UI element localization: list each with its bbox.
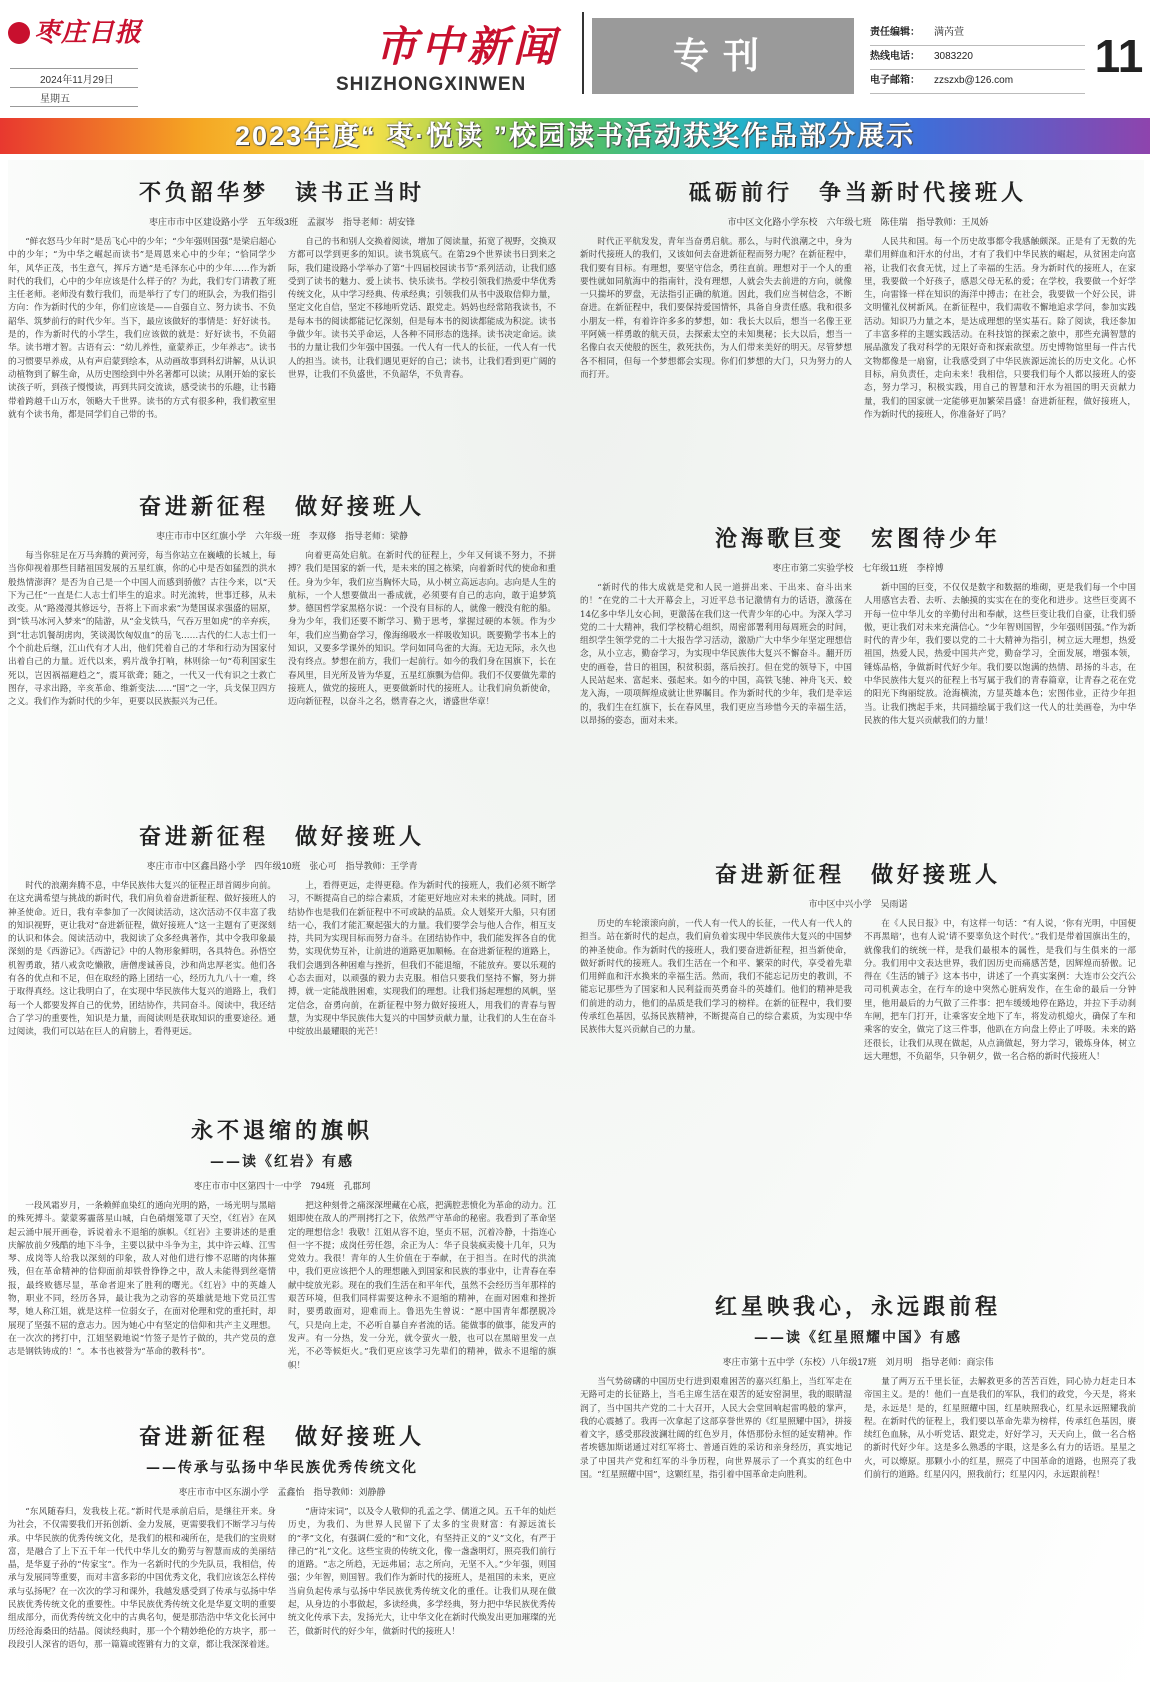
dateline [10, 68, 138, 107]
article-text-col2 [288, 1506, 556, 1685]
article-body [8, 880, 556, 1095]
article-paragraph: 量了两万五千里长征，去解救更多的苦苦百姓，同心协力赶走日本帝国主义。是的！他们一直是我们的军队，我们的政党，今天是，将来是，永远是！是的，红星照耀中国，红星映照我心，红星永远照耀我前程。在新时代的征程上，我们要以革命先辈为榜样，传承红色基因，赓续红色血脉，从小听党话、跟党走，好好学习，天天向上，做一名合格的新时代好少年。这是多么熟悉的字眼，这是多么有力的话语。星星之火，可以燎原。那颗小小的红星，照亮了中国革命的道路，也照亮了我们前行的道路。红星闪闪，照我前行；红星闪闪，永远跟前程！ [864, 1377, 1136, 1481]
article-paragraph: 每当你驻足在万马奔腾的黄河旁，每当你站立在巍峨的长城上，每当你仰视着那些目睹祖国发展的五星红旗，你的心中是否如猛烈的洪水般热情澎湃？是否为自己是一个中国人而感到骄傲？古往今来，以“天下为己任”一直是仁人志士们毕生的追求。时光流转，世事迁移，从未改变。从“路漫漫其修远兮，吾将上下而求索”为楚国谋求强盛的屈原，到“铁马冰河入梦来”的陆游，从“金戈铁马，气吞万里如虎”的辛弃疾，到“壮志饥餐胡虏肉，笑谈渴饮匈奴血”的岳飞……古代的仁人志士们一个个前赴后继，江山代有才人出，他们凭着自己的才华和行动为国家付出着自己的力量。近代以来，鸦片战争打响，林则徐一句“苟利国家生死以，岂因祸福避趋之”，震耳欲聋；随之，一代又一代有识之士救亡图存，寻求出路，辛亥革命、维新变法……“国”之一字，兵戈保卫四方之义。我们作为新时代的少年，更要以民族振兴为己任。 [8, 551, 276, 708]
article-text-col1 [580, 582, 852, 832]
article-byline: 枣庄市市中区鑫昌路小学 四年级10班 张心可 指导教师：王学青 [146, 861, 418, 871]
article-paragraph: 向着更高处启航。在新时代的征程上，少年又何谈不努力，不拼搏？我们是国家的新一代，是未来的国之栋梁，向着新时代的使命和重任。身为少年，我们应当胸怀大局，从小树立高远志向。志向是人生的航标，一个人想要做出一番成就，必须要有自己的志向，敢于追梦筑梦。德国哲学家黑格尔说：一个没有目标的人，就像一艘没有舵的船。身为少年，我们还要不断学习、勤于思考，掌握过硬的本领。作为少年，我们应当勤奋学习，像海绵吸水一样吸收知识。既要勤学书本上的知识，又要多学课外的知识。学问如同鸟雀的大海。无边无际，永久也没有终点。梦想在前方，我们一起前行。如今的我们身在国旗下，长在春风里，目光所及皆为华夏，五星红旗飘为信仰。我们不仅要做先辈的接班人，做党的接班人，更要做新时代的接班人。让我们肩负新使命，迈向新征程，以奋斗之名，燃青春之火，谱盛世华章！ [288, 551, 556, 708]
article-text-col1 [8, 880, 276, 1095]
article-text-col2 [864, 918, 1136, 1288]
article-paragraph: 把这种刻骨之痛深深埋藏在心底，把满腔悲愤化为革命的动力。江姐即使在敌人的严刑拷打之下，依然严守革命的秘密。我看到了革命坚定的理想信念！我敬！江姐从容不迫，坚贞不屈，沉着冷静，十指连心但一字不提；成岗任劳任怨，余正为人：华子良装疯卖傻十几年，只为党效力。我很！青年的人生价值在于奉献，在于担当。在时代的洪流中，我们更应该把个人的理想融入到国家和民族的事业中，让青春在奉献中绽放光彩。现在的我们生活在和平年代，虽然不会经历当年那样的艰苦环境，但我们同样需要这种永不退缩的精神，在面对困难和挫折时，要勇敢面对，迎难而上。鲁迅先生曾说：“愿中国青年都摆脱冷气，只是向上走，不必听自暴自弃者流的话。能做事的做事，能发声的发声。有一分热，发一分光，就令萤火一般，也可以在黑暗里发一点光，不必等候炬火。”我们更应该学习先辈们的精神，做永不退缩的旗帜！ [288, 1201, 556, 1371]
email-label: 电子邮箱： [870, 75, 920, 86]
article-paragraph: 上，看得更远，走得更稳。作为新时代的接班人，我们必须不断学习，不断提高自己的综合素质，才能更好地应对未来的挑战。同时，团结协作也是我们在新征程中不可或缺的品质。众人划桨开大船，只有团结一心，我们才能汇聚起强大的力量。我们要学会与他人合作，相互支持，共同为实现目标而努力奋斗。在团结协作中，我们能发挥各自的优势，实现优势互补，让前进的道路更加顺畅。在奋进新征程的道路上，我们会遇到各种困难与挫折，但我们不能退缩，不能放弃。要以乐观的心态去面对，以顽强的毅力去克服。相信只要我们坚持不懈，努力拼搏，就一定能战胜困难，实现我们的理想。让我们扬起理想的风帆，坚定信念，奋勇向前，在新征程中努力做好接班人，用我们的青春与智慧，为实现中华民族伟大复兴的中国梦贡献力量，让我们的人生在奋斗中绽放出最耀眼的光芒！ [288, 881, 556, 1038]
article-body [8, 1200, 556, 1412]
paper-body [8, 160, 1144, 1682]
hotline-label: 热线电话： [870, 51, 920, 62]
article-body [580, 582, 1136, 832]
publish-weekday: 星期五 [10, 87, 138, 107]
article-paragraph: “东风随春归，发我枝上花。”新时代是承前启后，是继往开来。身为社会，不仅需要我们开拓创新、金力发展，更需要我们不断学习与传承。中华民族的优秀传统文化，是我们的根和魂所在，是我们的宝贵财富，是融合了上下五千年一代代中华儿女的勤劳与智慧而成的美丽结晶，是华夏子孙的“传家宝”。作为一名新时代的少先队员，我相信，传承与发展同等重要，而对丰富多彩的中国优秀文化，我们应该怎么样传承与弘扬呢？在一次次的学习和课外，我越发感受到了传承与弘扬中华民族优秀传统文化的重要性。中华民族优秀传统文化是华夏文明的重要组成部分，而优秀传统文化中的古典名句，便是那浩浩中华文化长河中历经沧海桑田的结晶。阅读经典时，那一个个精妙绝伦的方块字，那一段段引人深省的语句，那一篇篇或铿锵有力的文章，都让我深深着迷。 [8, 1507, 276, 1650]
article-text-col2 [288, 880, 556, 1095]
article-byline: 枣庄市第二实验学校 七年级11班 李梓博 [772, 563, 944, 573]
article-title: 永不退缩的旗帜 [190, 1118, 373, 1144]
banner-title: 2023年度“ 枣·悦读 ”校园读书活动获奖作品部分展示 [234, 121, 916, 151]
article-paragraph: 时代正平航发发，青年当奋勇启航。那么，与时代浪潮之中，身为新时代接班人的我们，又该如何去奋进新征程而努力呢？在新征程中，我们要有目标。有理想，要坚守信念，勇往直前。理想对于一个人的重要性就如同航海中的指南针，没有理想，人就会失去前进的方向，就像一只揣坏的罗盘，无法指引正确的航道。因此，我们应当树信念，不断奋进。在新征程中，我们要保持爱国情怀，具备自身责任感。我和很多小朋友一样，有着许许多多的梦想，如：我长大以后，想当一名像王亚平阿姨一样勇敢的航天员，去探索太空的未知奥秘；长大以后，想当一名像白衣天使般的医生，救死扶伤，为人们带来美好的明天。尽管梦想各不相同，但每一个梦想都会实现。你们们梦想的大门，只为努力的人而打开。 [580, 237, 852, 380]
article-title: 奋进新征程 做好接班人 [138, 1424, 425, 1450]
article-byline: 枣庄市市中区建设路小学 五年级3班 孟淑岑 指导老师：胡安锋 [148, 217, 415, 227]
article-text-col1 [8, 550, 276, 798]
article-text-col1 [8, 1506, 276, 1685]
article-subtitle: ——读《红岩》有感 [210, 1154, 354, 1170]
article-byline: 市中区文化路小学东校 六年级七班 陈佳瑞 指导教师：王凤娇 [727, 217, 989, 227]
feature-banner [0, 118, 1150, 154]
article-text-col2 [864, 582, 1136, 832]
column-pinyin: SHIZHONGXINWEN [336, 74, 527, 95]
article-paragraph: 新中国的巨变，不仅仅是数字和数据的堆砌，更是我们每一个中国人用感官去看、去听、去触摸的实实在在的变化和进步。这些巨变离不开每一位中华儿女的辛勤付出和奉献，这些巨变让我们自豪，让我们骄傲，更让我们对未来充满信心。“少年智则国智，少年强则国强。”作为新时代的青少年，我们要以党的二十大精神为指引，树立远大理想，热爱祖国，热爱人民，热爱中国共产党，勤奋学习，全面发展，增强本领，锤炼品格，争做新时代好少年。我们要以饱满的热情、昂扬的斗志，在中华民族伟大复兴的征程上书写属于我们的青春篇章，让青春之花在党的阳光下绚丽绽放。沧海横流，方显英雄本色；宏图伟业，正待少年担当。让我们携起手来，共同描绘属于我们这一代人的壮美画卷，为中华民族的伟大复兴贡献我们的力量！ [864, 583, 1136, 726]
article-byline: 枣庄市市中区东湖小学 孟鑫怡 指导教师：刘静静 [178, 1487, 386, 1497]
article-paragraph: 自己的书和别人交换着阅读，增加了阅读量，拓宽了视野，交换双方都可以学到更多的知识。读书筑底气。在第29个世界读书日到来之际，我们建设路小学举办了第“十四届校园读书节”系列活动，让我们感受到了读书的魅力、爱上读书、快乐读书。学校引领我们热爱中华优秀传统文化，从中学习经典、传承经典；引领我们从书中汲取信仰力量，坚定文化自信，坚定不移地听党话、跟党走。妈妈也经常陪我读书，不是每本书的阅读都能记忆深刻，但是每本书的阅读都能成为积淀。读书争做少年。读书关乎命运，人各种不同形态的选择。读书决定命运。读书的力量让我们少年强中国强。一代人有一代人的长征，一代人有一代人的担当。读书，让我们遇见更好的自己；读书，让我们看到更广阔的世界，让我们不负盛世，不负韶华，不负青春。 [288, 237, 556, 380]
article-text-col2 [864, 1376, 1136, 1676]
article-text-col2 [288, 1200, 556, 1412]
hotline-value: 3083220 [934, 51, 973, 62]
article-paragraph: 人民共和国。每一个历史故事都令我感触颇深。正是有了无数的先辈们用鲜血和汗水的付出，才有了我们中华民族的崛起，从贫困走向富裕，让我们衣食无忧，过上了幸福的生活。身为新时代的接班人，在家里，我要做一个好孩子，感恩父母无私的爱；在学校，我要做一个好学生，向雷锋一样在知识的海洋中搏击；在社会，我要做一个好公民，讲文明懂礼仪树新风。在新征程中，我们需收不懈地追求学问，参加实践活动。知识乃力量之本，是达成理想的坚实基石。除了阅读，我还参加了丰富多样的主题实践活动。在科技馆的探索之旅中，那些充满智慧的展品激发了我对科学的无限好奇和探索欲望。历史博物馆里每一件古代文物都像是一扇窗，让我感受到了中华民族源远流长的历史文化。心怀目标，肩负责任，走向未来！我相信，只要我们每个人都以接班人的姿态，努力学习，积极实践，用自己的智慧和汗水为祖国的明天贡献力量，我们的国家就一定能够更加繁荣昌盛！奋进新征程，做好接班人，作为新时代的接班人，你准备好了吗？ [864, 237, 1136, 420]
article-body [580, 236, 1136, 508]
article-title: 不负韶华梦 读书正当时 [138, 180, 425, 206]
newspaper-logo [8, 12, 142, 49]
logo-text: 枣庄日报 [34, 18, 143, 48]
article-text-col1 [8, 236, 276, 464]
article-title: 奋进新征程 做好接班人 [138, 824, 425, 850]
editor-row [870, 22, 1085, 46]
header-divider [582, 12, 584, 94]
email-value[interactable]: zzszxb@126.com [934, 75, 1014, 86]
article-1 [8, 176, 556, 464]
logo-emblem-icon [8, 22, 30, 44]
article-text-col1 [580, 1376, 852, 1676]
article-text-col1 [580, 918, 852, 1288]
article-text-col2 [288, 236, 556, 464]
article-byline: 枣庄市第十五中学（东校）八年级17班 刘月明 指导老师：商宗伟 [722, 1357, 994, 1367]
article-byline: 枣庄市市中区红旗小学 六年级一班 李双修 指导老师：梁静 [155, 531, 408, 541]
article-byline: 市中区中兴小学 吴雨诺 [808, 899, 908, 909]
article-body [8, 236, 556, 464]
article-title: 沧海歌巨变 宏图待少年 [714, 526, 1001, 552]
article-paragraph: “新时代的伟大成就是党和人民一道拼出来、干出来、奋斗出来的！”在党的二十大开幕会上，习近平总书记激情有力的话语，激荡在14亿多中华儿女心间，更激荡在我们这一代青少年的心中。为深入学习党的二十大精神，我们学校精心组织，周密部署利用每周班会的时间，组织学生领学党的二十大报告学习活动，激励广大中华少年坚定理想信念，从小立志，勤奋学习，为实现中华民族伟大复兴不懈奋斗。翻开历史的画卷，昔日的祖国，积贫积弱，落后挨打。但在党的领导下，中国人民站起来、富起来、强起来。如今的中国，高铁飞驰、神舟飞天、蛟龙入海，一项项辉煌成就让世界瞩目。作为新时代的少年，我们是幸运的，我们生在红旗下，长在春风里，我们更应当珍惜今天的幸福生活，以昂扬的姿态，面对未来。 [580, 583, 852, 726]
page-number: 11 [1094, 30, 1144, 82]
article-title: 砥砺前行 争当新时代接班人 [688, 180, 1027, 206]
article-text-col1 [580, 236, 852, 508]
article-6 [580, 176, 1136, 506]
article-paragraph: “鲜衣怒马少年时”是岳飞心中的少年；“少年强则国强”是梁启超心中的少年；“为中华之崛起而读书”是周恩来心中的少年；“恰同学少年，风华正茂，书生意气，挥斥方遒”是毛泽东心中的少年……作为新时代的我们，心中的少年应该是什么样子的？为此，我们专门请教了班主任老师。老师没有数行我们，而是举行了专门的班队会，为我们指引方向：作为新时代的少年，你们应该是——自强自立、努力读书、不负韶华、筑梦前行的时代少年。当下，最应该做好的事情是：好好读书。是的，作为新时代的小学生，我们应该做的就是：好好读书，不负韶华。读书增才智。古语有云：“幼儿养性，童蒙养正，少年养志”。读书的习惯要早养成，从有声启蒙到绘本，从动画故事到科幻讲解，从认识动植物到了解生命，从历史图绘到中外名著都可以读；从刚开始的家长读孩子听，到孩子慢慢读，再到共同交流读，感受读书的乐趣，让书籍带着跨越千山万水，领略大千世界。读书的方式有很多种，我们教室里就有个读书角，都是同学们自己带的书。 [8, 237, 276, 420]
article-5 [8, 1420, 556, 1678]
article-paragraph: 历史的车轮滚滚向前，一代人有一代人的长征，一代人有一代人的担当。站在新时代的起点，我们肩负着实现中华民族伟大复兴的中国梦的神圣使命。作为新时代的接班人，我们要奋进新征程，担当新使命，做好新时代的接班人。我们生活在一个和平、繁荣的时代，享受着先辈们用鲜血和汗水换来的幸福生活。然而，我们不能忘记历史的教训，不能忘记那些为了国家和人民利益而英勇奋斗的英雄们。他们的精神是我们前进的动力，他们的品质是我们学习的榜样。在新的征程中，我们要传承红色基因，弘扬民族精神，不断提高自己的综合素质，为实现中华民族伟大复兴贡献自己的力量。 [580, 919, 852, 1036]
editor-label: 责任编辑： [870, 27, 920, 38]
email-row [870, 70, 1085, 94]
article-body [580, 1376, 1136, 1676]
article-subtitle: ——传承与弘扬中华民族优秀传统文化 [146, 1460, 418, 1476]
article-title: 奋进新征程 做好接班人 [138, 494, 425, 520]
article-8 [580, 858, 1136, 1278]
article-paragraph: 一段风霜岁月，一条赖鲜血染红的通向光明的路，一场光明与黑暗的殊死搏斗。蒙蒙雾霾落星山城，白色硝烟笼罩了天空，《红岩》在风起云涌中展开画卷，诉说着永不退缩的旗帜。《红岩》主要讲述的是重庆解放前夕残酷的地下斗争，主要以狱中斗争为主，其中许云峰、江雪琴、成岗等人给我以深刻的印象，敌人对他们进行惨不忍睹的肉体摧残，但在革命精神的信仰面前却铁骨铮铮之中，敌人未能得到丝毫情报，最终败德尽显，革命者迎来了胜利的曙光。《红岩》中的英雄人物，职业不同，经历各异，最让我为之动容的英雄就是地下党员江雪琴，她人称江姐，就是这样一位弱女子，在面对伦理和党的重托时，却展现了坚强不屈的意志力。因为她心中有坚定的信仰和共产主义理想。在一次次的拷打中，江姐坚毅地说“竹签子是竹子做的，共产党员的意志是钢铁铸成的！”。本书也被誉为“革命的教科书”。 [8, 1201, 276, 1358]
article-text-col1 [8, 1200, 276, 1412]
article-body [8, 1506, 556, 1685]
hotline-row [870, 46, 1085, 70]
article-paragraph: “唐诗宋词”，以及令人敬仰的孔孟之学、儒道之风。五千年的灿烂历史，为我们、为世界人民留下了太多的宝贵财富：有源远流长的“孝”文化，有强调仁爱的“和”文化，有坚持正义的“义”文化，有严于律己的“礼”文化。这些宝贵的传统文化，像一盏盏明灯，照亮我们前行的道路。“志之所趋，无远弗届；志之所向，无坚不入。”少年强，则国强；少年智，则国智。我们作为新时代的接班人，是祖国的未来，更应当肩负起传承与弘扬中华民族优秀传统文化的重任。让我们从现在做起，从身边的小事做起，多读经典，多学经典，努力把中华民族优秀传统文化传承下去，发扬光大，让中华文化在新时代焕发出更加璀璨的光芒，做新时代的好少年，做新时代的接班人！ [288, 1507, 556, 1637]
article-body [8, 550, 556, 798]
article-title: 红星映我心，永远跟前程 [714, 1294, 1001, 1320]
article-3 [8, 820, 556, 1100]
article-9 [580, 1290, 1136, 1678]
editor-info [870, 22, 1085, 94]
article-paragraph: 当气势磅礴的中国历史行进到艰难困苦的嘉兴红船上，当红军走在无路可走的长征路上，当毛主席生活在艰苦的延安窑洞里，我的眼睛湿润了，当中国共产党的二十大召开，人民大会堂回响起雷鸣般的掌声，我的心震撼了。我再一次拿起了这部享誉世界的《红星照耀中国》，拼接着文字，感受那段波澜壮阔的红色岁月，体悟那份永恒的延安精神。作者埃德加斯诺通过对红军将士、普通百姓的采访和亲身经历，真实地记录了中国共产党和红军的斗争历程，向世界展示了一个真实的红色中国。“红星照耀中国”，这颗红星，指引着中国革命走向胜利。 [580, 1377, 852, 1481]
article-7 [580, 522, 1136, 822]
article-paragraph: 时代的浪潮奔腾不息，中华民族伟大复兴的征程正昂首阔步向前。在这充满希望与挑战的新时代，我们肩负着奋进新征程、做好接班人的神圣使命。近日，我有幸参加了一次阅读活动，这次活动不仅丰富了我的知识视野，更让我对“奋进新征程，做好接班人”这一主题有了更深刻的认识和体会。阅读活动中，我阅读了众多经典著作，其中令我印象最深刻的是《西游记》。《西游记》中的人物形象鲜明，各具特色。孙悟空机智勇敢，猪八戒贪吃懒散，唐僧虔诚善良，沙和尚忠厚老实。他们各有各的优点和不足，但在取经的路上团结一心，经历九九八十一难，终于取得真经。这让我明白了，在实现中华民族伟大复兴的道路上，我们每一个人都要发挥自己的优势，团结协作，共同奋斗。阅读中，我还结合了学习的重要性，知识是力量，而阅读则是获取知识的重要途径。通过阅读，我们可以站在巨人的肩膀上，看得更远。 [8, 881, 276, 1038]
article-subtitle: ——读《红星照耀中国》有感 [754, 1330, 962, 1346]
article-title: 奋进新征程 做好接班人 [714, 862, 1001, 888]
column-name: 市中新闻 [375, 22, 560, 71]
article-text-col2 [288, 550, 556, 798]
editor-value: 满芮萱 [934, 27, 964, 38]
article-body [580, 918, 1136, 1288]
article-4 [8, 1114, 556, 1404]
masthead [0, 0, 1150, 112]
section-label: 专刊 [592, 18, 854, 94]
article-2 [8, 490, 556, 790]
article-byline: 枣庄市市中区第四十一中学 794班 孔郡珂 [193, 1181, 371, 1191]
article-text-col2 [864, 236, 1136, 508]
publish-date: 2024年11月29日 [10, 68, 138, 87]
article-paragraph: 在《人民日报》中，有这样一句话：“有人说，‘你有光明，中国便不再黑暗’，也有人说‘请不要辜负这个时代’。”我们是带着国旗出生的，就像我们的统统一样，是我们最根本的属性，是我们与生俱来的一部分。我们用中文表达世界，我们因历史而痛感苦楚，因辉煌而骄傲。记得在《生活的铺子》这本书中，讲述了一个真实案例：大连市公交汽公司司机黄志全，在行车的途中突然心脏病发作，在生命的最后一分钟里，他用最后的力气做了三件事：把车缓缓地停在路边，并拉下手动刹车闸，把车门打开，让乘客安全地下了车，将发动机熄火，确保了车和乘客的安全，做完了这三件事，他趴在方向盘上停止了呼吸。未来的路还很长，让我们从现在做起，从点滴做起，努力学习，锻炼身体，树立远大理想，不负韶华，只争朝夕，做一名合格的新时代接班人！ [864, 919, 1136, 1062]
